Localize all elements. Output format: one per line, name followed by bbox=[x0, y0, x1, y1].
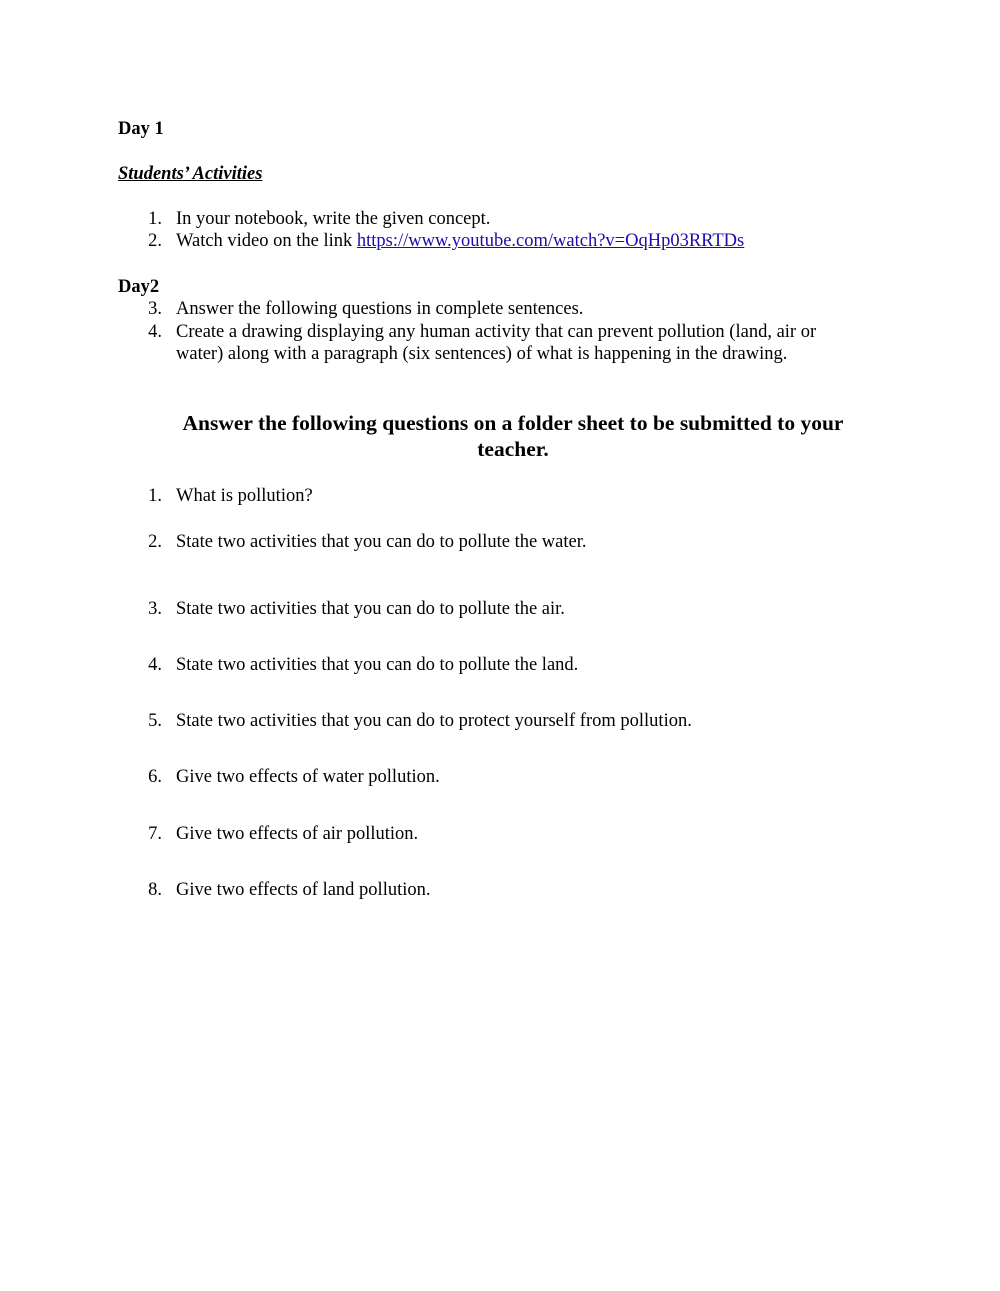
day2-label: Day2 bbox=[118, 277, 160, 297]
video-link[interactable]: https://www.youtube.com/watch?v=OqHp03RRTDs bbox=[356, 231, 745, 251]
list-item: Create a drawing displaying any human activity that can prevent pollution (land, air or bbox=[176, 322, 817, 342]
section-title: Students’ Activities bbox=[118, 164, 263, 184]
list-number: 3. bbox=[148, 299, 162, 319]
list-item: Answer the following questions in complete sentences. bbox=[176, 299, 584, 319]
question-number: 7. bbox=[148, 824, 162, 844]
question-item: State two activities that you can do to pollute the air. bbox=[176, 599, 565, 619]
list-number: 4. bbox=[148, 322, 162, 342]
questions-heading-continuation: teacher. bbox=[477, 437, 549, 461]
list-item bbox=[176, 230, 744, 252]
questions-heading: Answer the following questions on a folder sheet to be submitted to your bbox=[182, 411, 844, 435]
question-item: What is pollution? bbox=[176, 486, 313, 506]
question-item: Give two effects of water pollution. bbox=[176, 767, 440, 787]
question-number: 1. bbox=[148, 486, 162, 506]
day1-label: Day 1 bbox=[118, 119, 164, 139]
question-number: 3. bbox=[148, 599, 162, 619]
list-item-continuation: water) along with a paragraph (six sentences) of what is happening in the drawing. bbox=[176, 344, 788, 364]
question-item: State two activities that you can do to protect yourself from pollution. bbox=[176, 711, 692, 731]
question-item: State two activities that you can do to pollute the water. bbox=[176, 532, 587, 552]
question-number: 8. bbox=[148, 880, 162, 900]
question-number: 6. bbox=[148, 767, 162, 787]
list-item: In your notebook, write the given concept. bbox=[176, 209, 491, 229]
question-item: Give two effects of land pollution. bbox=[176, 880, 431, 900]
question-number: 4. bbox=[148, 655, 162, 675]
question-item: State two activities that you can do to pollute the land. bbox=[176, 655, 579, 675]
question-number: 2. bbox=[148, 532, 162, 552]
list-number: 1. bbox=[148, 209, 162, 229]
question-item: Give two effects of air pollution. bbox=[176, 824, 419, 844]
list-item-text: Watch video on the link bbox=[176, 231, 357, 251]
list-number: 2. bbox=[148, 231, 162, 251]
question-number: 5. bbox=[148, 711, 162, 731]
